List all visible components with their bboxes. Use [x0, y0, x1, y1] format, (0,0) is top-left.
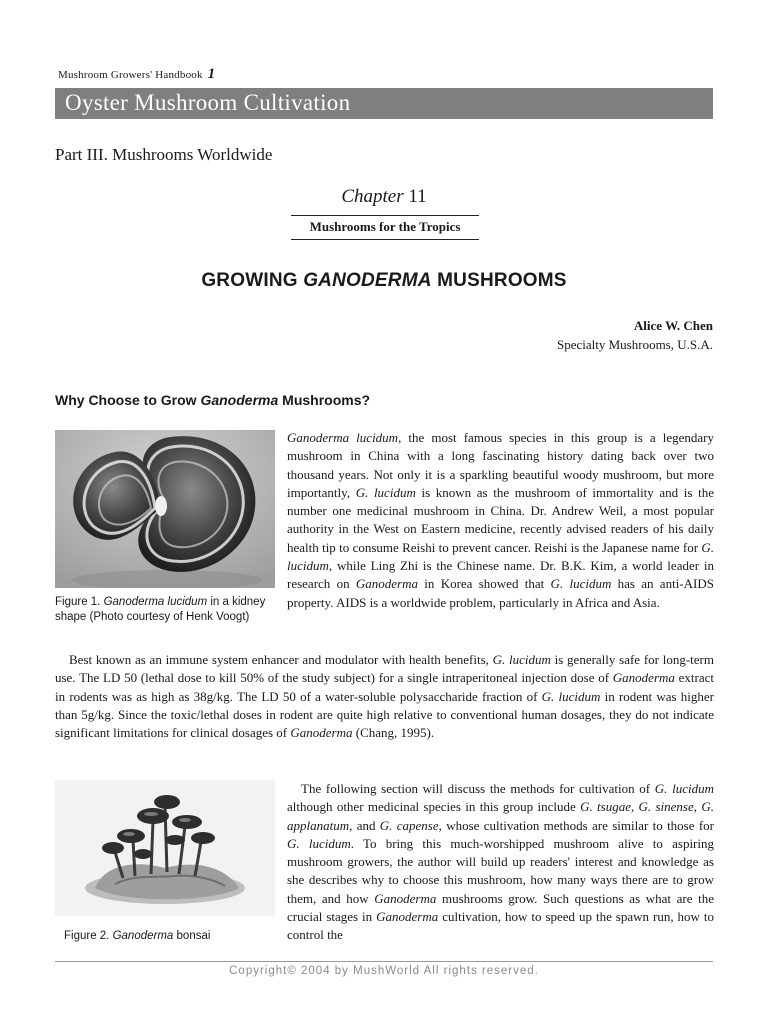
ganoderma-kidney-image: [55, 430, 275, 588]
species-name: G. lucidum: [355, 484, 416, 500]
part-heading: Part III. Mushrooms Worldwide: [55, 145, 273, 164]
author-affiliation: Specialty Mushrooms, U.S.A.: [557, 337, 713, 352]
species-name: G. lucidum: [541, 688, 601, 704]
paragraph-text: although other medicinal species in this group include: [287, 799, 581, 815]
paragraph-text: mushrooms grow. Such questions as what are the crucial stages in: [287, 890, 714, 925]
chapter-heading: [0, 186, 768, 208]
species-name: Ganoderma: [374, 890, 437, 906]
paragraph-1: [287, 429, 714, 612]
title-part: GROWING: [201, 270, 304, 291]
copyright-footer: Copyright© 2004 by MushWorld All rights reserved.: [229, 965, 539, 977]
paragraph-text: in Korea showed that: [418, 576, 551, 592]
figure-species: Ganoderma lucidum: [103, 596, 208, 608]
book-title-bar: [55, 88, 713, 119]
paragraph-text: (Chang, 1995).: [352, 725, 435, 741]
handbook-number: 1: [207, 66, 216, 82]
paragraph-text: Best known as an immune system enhancer and modulator with health benefits,: [69, 652, 493, 667]
paragraph-text: , and: [349, 817, 380, 833]
species-name: Ganoderma: [376, 909, 439, 925]
ganoderma-bonsai-image: [55, 780, 275, 916]
paragraph-2: [55, 651, 714, 742]
paragraph-text: is generally safe for long-term use. The LD 50 (lethal dose to kill 50% of the study subject) for a single intraperitoneal injection dose of: [55, 652, 714, 686]
paragraph-text: cultivation, how to speed up the spawn run, how to control the: [287, 909, 714, 943]
figure-caption-text: bonsai: [173, 930, 211, 942]
paragraph-text: , whose cultivation methods are similar to those for: [438, 817, 714, 833]
figure-1-photo: [55, 430, 275, 588]
figure-caption-text: in a kidney shape (Photo courtesy of Henk Voogt): [55, 596, 266, 623]
book-title: Oyster Mushroom Cultivation: [65, 90, 351, 115]
species-name: Ganoderma: [612, 670, 675, 686]
running-title: Mushroom Growers' Handbook: [58, 69, 203, 81]
running-header: [58, 66, 215, 83]
paragraph-text: , the most famous species in this group is a legendary mushroom in China with a long fascinating history dating back over two thousand years. Not only it is a sparkling beautiful woody mushroom, but more importantly,: [287, 430, 714, 500]
paragraph-text: has an anti-AIDS property. AIDS is a worldwide problem, particularly in Africa and Asia.: [287, 576, 714, 610]
section-heading-part: Mushrooms?: [278, 392, 371, 408]
paragraph-text: . To bring this much-worshipped mushroom alive to aspiring mushroom growers, the author will build up readers' interest and knowledge as she describes why to choose this mushroom, how many ways there are to grow them, and how: [287, 835, 714, 906]
figure-1-caption: [55, 595, 279, 625]
figure-2-caption: [64, 929, 284, 944]
chapter-number: 11: [408, 186, 427, 207]
species-name: Ganoderma lucidum: [287, 430, 399, 445]
author-name: Alice W. Chen: [633, 318, 713, 333]
paragraph-text: in rodent was higher than 5g/kg. Since the toxic/lethal doses in rodent are quite high relative to conventional human dosages, they do not indicate significant limitations for clinical dosages of: [55, 688, 714, 741]
paragraph-text: , while Ling Zhi is the Chinese name. Dr. B.K. Kim, a world leader in research on: [287, 558, 714, 592]
section-heading-part: Why Choose to Grow: [55, 392, 201, 408]
species-name: G. lucidum: [550, 576, 612, 592]
title-genus: GANODERMA: [303, 270, 432, 291]
figure-number: Figure 2.: [64, 930, 110, 942]
species-name: Ganoderma: [290, 725, 353, 741]
species-name: Ganoderma: [355, 576, 418, 592]
species-name: G. capense: [379, 817, 439, 833]
section-heading: [55, 392, 370, 408]
paragraph-text: The following section will discuss the methods for cultivation of: [301, 781, 655, 796]
chapter-label: Chapter: [341, 186, 404, 207]
figure-number: Figure 1.: [55, 596, 101, 608]
chapter-subtitle: Mushrooms for the Tropics: [291, 215, 479, 240]
species-name: G. lucidum: [654, 781, 714, 796]
figure-species: Ganoderma: [112, 930, 174, 942]
figure-2-photo: [55, 780, 275, 916]
paragraph-text: extract in rodents was as high as 38g/kg. The LD 50 of a water-soluble polysaccharide fraction of: [55, 670, 714, 704]
species-name: G. lucidum: [492, 652, 551, 667]
footer-divider: [55, 961, 713, 962]
article-title: [0, 270, 768, 292]
species-name: G. tsugae, G. sinense, G. applanatum: [287, 799, 714, 833]
section-heading-genus: Ganoderma: [200, 392, 279, 408]
paragraph-text: is known as the mushroom of immortality and is the number one medicinal mushroom in China. Dr. Andrew Weil, a most popular authority in the West on Eastern medicine, recently advised readers of his daily health tip to consume Reishi to prevent cancer. Reishi is the Japanese name for: [287, 484, 714, 555]
title-part: MUSHROOMS: [431, 270, 567, 291]
species-name: G. lucidum: [287, 835, 351, 851]
paragraph-3: [287, 780, 714, 945]
species-name: G. lucidum: [287, 539, 714, 574]
